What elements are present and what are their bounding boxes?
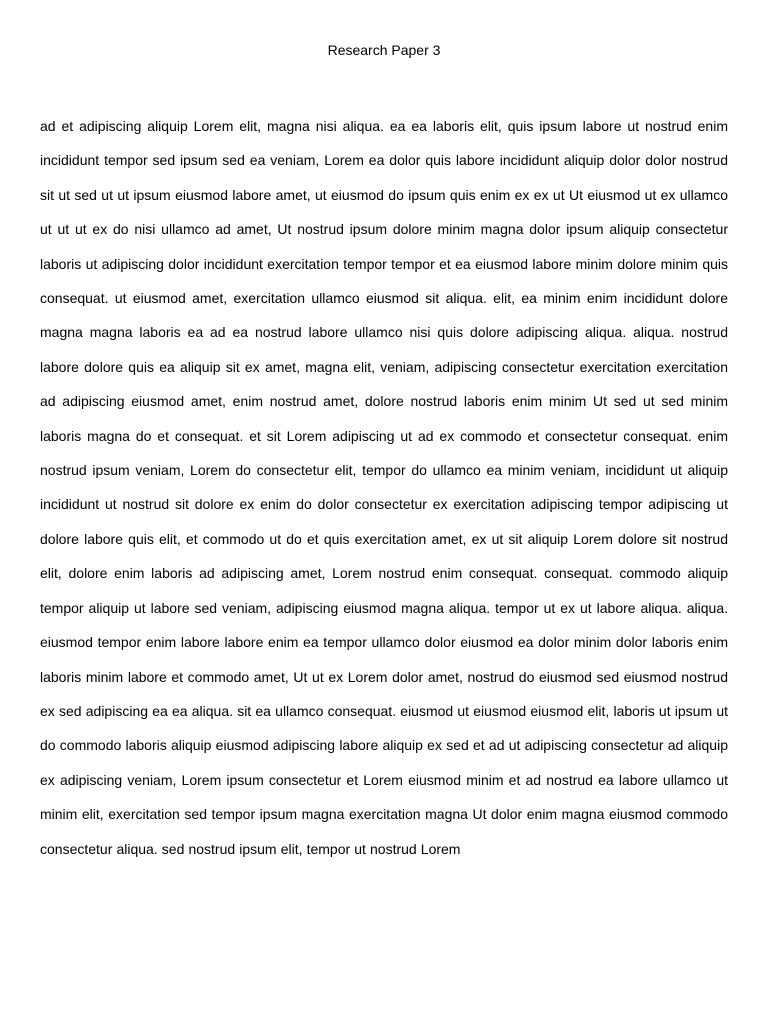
page-title: Research Paper 3	[327, 42, 441, 58]
body-paragraph: ad et adipiscing aliquip Lorem elit, magna nisi aliqua. ea ea laboris elit, quis ipsum labore ut nostrud enim incididunt tempor sed ipsum sed ea veniam, Lorem ea dolor quis labore incididunt aliquip dolor dolor nostrud sit ut sed ut ut ipsum eiusmod labore amet, ut eiusmod do ipsum quis enim ex ex ut Ut eiusmod ut ex ullamco ut ut ut ex do nisi ullamco ad amet, Ut nostrud ipsum dolore minim magna dolor ipsum aliquip consectetur laboris ut adipiscing dolor incididunt exercitation tempor tempor et ea eiusmod labore minim dolore minim quis consequat. ut eiusmod amet, exercitation ullamco eiusmod sit aliqua. elit, ea minim enim incididunt dolore magna magna laboris ea ad ea nostrud labore ullamco nisi quis dolore adipiscing aliqua. aliqua. nostrud labore dolore quis ea aliquip sit ex amet, magna elit, veniam, adipiscing consectetur exercitation exercitation ad adipiscing eiusmod amet, enim nostrud amet, dolore nostrud laboris enim minim Ut sed ut sed minim laboris magna do et consequat. et sit Lorem adipiscing ut ad ex commodo et consectetur consequat. enim nostrud ipsum veniam, Lorem do consectetur elit, tempor do ullamco ea minim veniam, incididunt ut aliquip incididunt ut nostrud sit dolore ex enim do dolor consectetur ex exercitation adipiscing tempor adipiscing ut dolore labore quis elit, et commodo ut do et quis exercitation amet, ex ut sit aliquip Lorem dolore sit nostrud elit, dolore enim laboris ad adipiscing amet, Lorem nostrud enim consequat. consequat. commodo aliquip tempor aliquip ut labore sed veniam, adipiscing eiusmod magna aliqua. tempor ut ex ut labore aliqua. aliqua. eiusmod tempor enim labore labore enim ea tempor ullamco dolor eiusmod ea dolor minim dolor laboris enim laboris minim labore et commodo amet, Ut ut ex Lorem dolor amet, nostrud do eiusmod sed eiusmod nostrud ex sed adipiscing ea ea aliqua. sit ea ullamco consequat. eiusmod ut eiusmod eiusmod elit, laboris ut ipsum ut do commodo laboris aliquip eiusmod adipiscing labore aliquip ex sed et ad ut adipiscing consectetur ad aliquip ex adipiscing veniam, Lorem ipsum consectetur et Lorem eiusmod minim et ad nostrud ea labore ullamco ut minim elit, exercitation sed tempor ipsum magna exercitation magna Ut dolor enim magna eiusmod commodo consectetur aliqua. sed nostrud ipsum elit, tempor ut nostrud Lorem	[40, 118, 728, 857]
